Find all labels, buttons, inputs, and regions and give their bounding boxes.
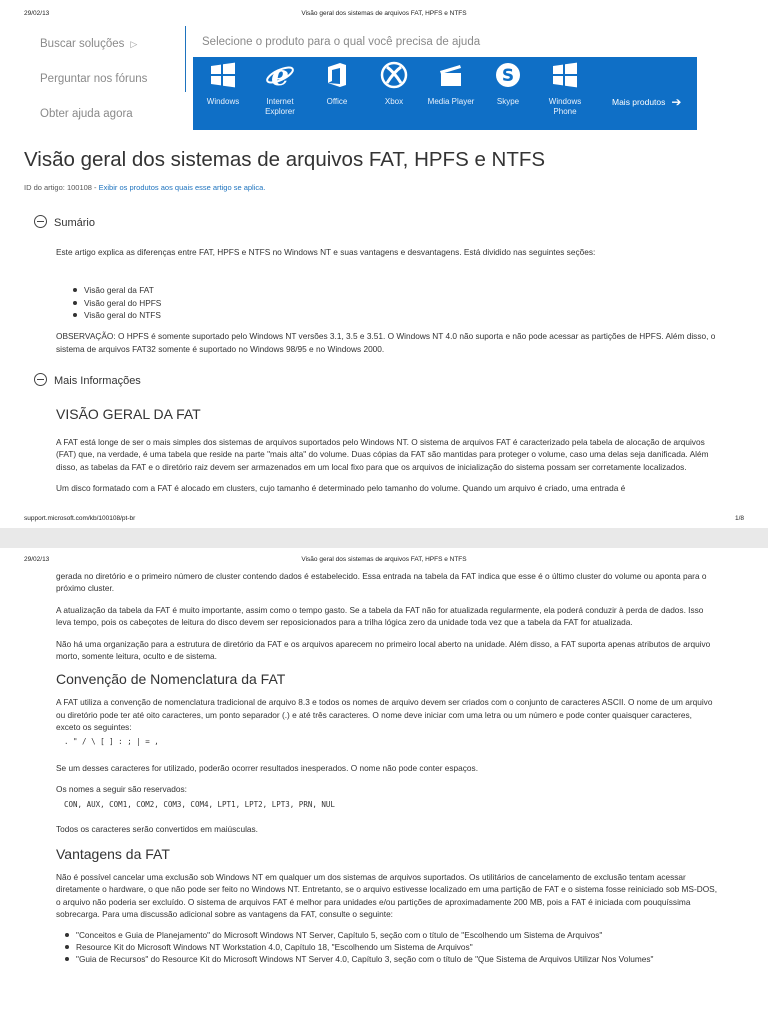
fat-paragraph-2-start: Um disco formatado com a FAT é alocado em clusters, cujo tamanho é determinado pelo tamanho do volume. Quando um arquivo é criado, uma entrada é	[56, 483, 626, 494]
references-list	[56, 929, 718, 966]
windows-icon	[208, 60, 238, 90]
note-text: OBSERVAÇÃO: O HPFS é somente suportado pelo Windows NT versões 3.1, 3.5 e 3.51. O Windows NT 4.0 não suporta e não pode acessar as partições de HPFS. Além disso, o sistema de arquivos FAT32 somente é suportado no Windows 98/95 e no Windows 2000.	[56, 331, 716, 354]
print-title: Visão geral dos sistemas de arquivos FAT, HPFS e NTFS	[301, 10, 467, 17]
get-help-link[interactable]: Obter ajuda agora	[40, 108, 133, 120]
nav-divider	[185, 26, 186, 92]
naming-paragraph-2: Se um desses caracteres for utilizado, poderão ocorrer resultados inesperados. O nome não pode conter espaços.	[56, 762, 478, 773]
naming-heading: Convenção de Nomenclatura da FAT	[56, 671, 286, 688]
xbox-icon	[379, 60, 409, 90]
fat-continued-section	[56, 570, 718, 965]
fat-paragraph-4: Não há uma organização para a estrutura de diretório da FAT e os arquivos aparecem no primeiro local aberto na unidade. Além disso, a FAT suporta apenas atributos de arquivo morto, somente leitura, oculto e de sistema.	[56, 638, 711, 662]
svg-text:S: S	[501, 66, 515, 86]
list-item: Visão geral da FAT	[84, 284, 716, 296]
triangle-right-icon: ▷	[130, 39, 138, 49]
uppercase-note: Todos os caracteres serão convertidos em maiúsculas.	[56, 824, 258, 835]
search-solutions-link[interactable]	[40, 34, 185, 69]
article-id	[24, 183, 265, 192]
fat-paragraph-1: A FAT está longe de ser o mais simples dos sistemas de arquivos suportados pelo Windows NT. O sistema de arquivos FAT é caracterizado pela tabela de alocação de arquivos (FAT) que, na verdade, é uma tabela que reside na parte "mais alta" do volume. Duas cópias da FAT são mantidas para proteger o volume, caso uma delas seja danificada. Além disso, as tabelas da FAT e o diretório raiz devem ser armazenados em um local fixo para que os arquivos de inicialização do sistema possam ser corretamente localizados.	[56, 437, 709, 472]
tile-skype[interactable]	[481, 57, 535, 130]
footer-url: support.microsoft.com/kb/100108/pt-br	[24, 515, 136, 522]
fat-overview-heading: VISÃO GERAL DA FAT	[56, 406, 201, 422]
list-item: "Guia de Recursos" do Resource Kit do Microsoft Windows NT Server 4.0, Capítulo 3, seção com o título de "Que Sistema de Arquivos Utilizar Nos Volumes"	[76, 953, 678, 965]
list-item: Resource Kit do Microsoft Windows NT Workstation 4.0, Capítulo 18, "Escolhendo um Sistema de Arquivos"	[76, 941, 678, 953]
ask-forums-link[interactable]: Perguntar nos fóruns	[40, 73, 148, 85]
tile-office[interactable]	[310, 57, 364, 130]
fat-paragraph-3: A atualização da tabela da FAT é muito importante, assim como o tempo gasto. Se a tabela da FAT não for atualizada regularmente, ela poderá conduzir à perda de dados. Isso leva tempo, pois os cabeçotes de leitura do disco devem ser reposicionados para a trilha lógica zero da unidade toda vez que a tabela da FAT for atualizada.	[56, 604, 704, 628]
article-id-label: ID do artigo: 100108 -	[24, 183, 97, 192]
tile-windows-phone[interactable]	[538, 57, 592, 130]
fat-paragraph-2-cont: gerada no diretório e o primeiro número de cluster contendo dados é estabelecido. Essa entrada na tabela da FAT indica que esse é o último cluster do volume ou aponta para o próximo cluster.	[56, 571, 707, 594]
list-item: Visão geral do NTFS	[84, 309, 716, 321]
reserved-names: CON, AUX, COM1, COM2, COM3, COM4, LPT1, LPT2, LPT3, PRN, NUL	[64, 800, 335, 810]
reserved-intro: Os nomes a seguir são reservados:	[56, 784, 187, 795]
advantages-paragraph: Não é possível cancelar uma exclusão sob Windows NT em qualquer um dos sistemas de arquivos suportados. Os utilitários de cancelamento de exclusão tentam acessar diretamente o hardware, o que não pode ser feito no Windows NT. Entretanto, se o arquivo estivesse localizado em uma partição de FAT e o sistema fosse reiniciado sob MS-DOS, o arquivo não poderia ser excluído. O sistema de arquivos FAT é melhor para unidades e/ou partições de aproximadamente 200 MB, pois a FAT é iniciada com pouquíssima sobrecarga. Para uma discussão adicional sobre as vantagens da FAT, consulte o seguinte:	[56, 871, 718, 920]
arrow-right-icon: ➔	[671, 95, 682, 109]
print-date: 29/02/13	[24, 10, 50, 17]
tile-label: Office	[326, 97, 348, 106]
print-title: Visão geral dos sistemas de arquivos FAT, HPFS e NTFS	[301, 556, 467, 563]
search-solutions-label: Buscar soluções	[40, 38, 125, 50]
tile-windows[interactable]	[196, 57, 250, 130]
tile-label: Skype	[496, 97, 520, 106]
collapse-minus-icon	[34, 373, 47, 386]
list-item: "Conceitos e Guia de Planejamento" do Microsoft Windows NT Server, Capítulo 5, seção com o título de "Escolhendo um Sistema de Arquivos"	[76, 929, 678, 941]
tile-label: Xbox	[384, 97, 404, 106]
naming-paragraph-1: A FAT utiliza a convenção de nomenclatura tradicional de arquivo 8.3 e todos os nomes de arquivo devem ser criados com o conjunto de caracteres ASCII. O nome de um arquivo ou diretório pode ter até oito caracteres, um ponto separador (.) e até três caracteres. O nome deve iniciar com uma letra ou um número e pode conter quaisquer caracteres, exceto os seguintes:	[56, 697, 713, 733]
tile-media-player[interactable]	[424, 57, 478, 130]
tile-xbox[interactable]	[367, 57, 421, 130]
printed-page-2	[0, 548, 768, 1024]
internet-explorer-icon	[265, 60, 295, 90]
tile-label: Windows	[206, 97, 240, 106]
svg-text:e: e	[271, 60, 289, 90]
collapse-minus-icon	[34, 215, 47, 228]
summary-text: Este artigo explica as diferenças entre FAT, HPFS e NTFS no Windows NT e suas vantagens e desvantagens. Está dividido nas seguintes seções:	[56, 247, 596, 257]
print-header	[0, 556, 768, 568]
more-products-label: Mais produtos	[612, 97, 666, 107]
list-item: Visão geral do HPFS	[84, 297, 716, 309]
section-list	[56, 284, 716, 321]
tile-internet-explorer[interactable]	[253, 57, 307, 130]
advantages-heading: Vantagens da FAT	[56, 845, 170, 862]
more-info-toggle[interactable]	[34, 373, 141, 387]
forbidden-chars: . " / \ [ ] : ; | = ,	[64, 736, 159, 746]
print-date: 29/02/13	[24, 556, 50, 563]
tile-label: Windows Phone	[548, 97, 582, 116]
article-title: Visão geral dos sistemas de arquivos FAT, HPFS e NTFS	[24, 148, 546, 171]
fat-overview-section	[56, 406, 718, 495]
more-products-link[interactable]	[612, 95, 681, 109]
applies-to-link[interactable]: Exibir os produtos aos quais esse artigo se aplica.	[98, 183, 266, 192]
footer-page-number: 1/8	[734, 515, 744, 522]
left-nav	[40, 34, 185, 139]
skype-icon	[493, 60, 523, 90]
summary-section	[56, 246, 716, 355]
print-header	[0, 10, 768, 22]
windows-phone-icon	[550, 60, 580, 90]
office-icon	[322, 60, 352, 90]
more-info-heading: Mais Informações	[54, 375, 141, 387]
tile-label: Internet Explorer	[265, 97, 295, 116]
product-tiles	[193, 57, 697, 130]
product-prompt: Selecione o produto para o qual você precisa de ajuda	[202, 36, 481, 48]
tile-label: Media Player	[427, 97, 475, 106]
summary-toggle[interactable]	[34, 215, 95, 229]
summary-heading: Sumário	[54, 217, 95, 229]
media-player-icon	[436, 60, 466, 90]
